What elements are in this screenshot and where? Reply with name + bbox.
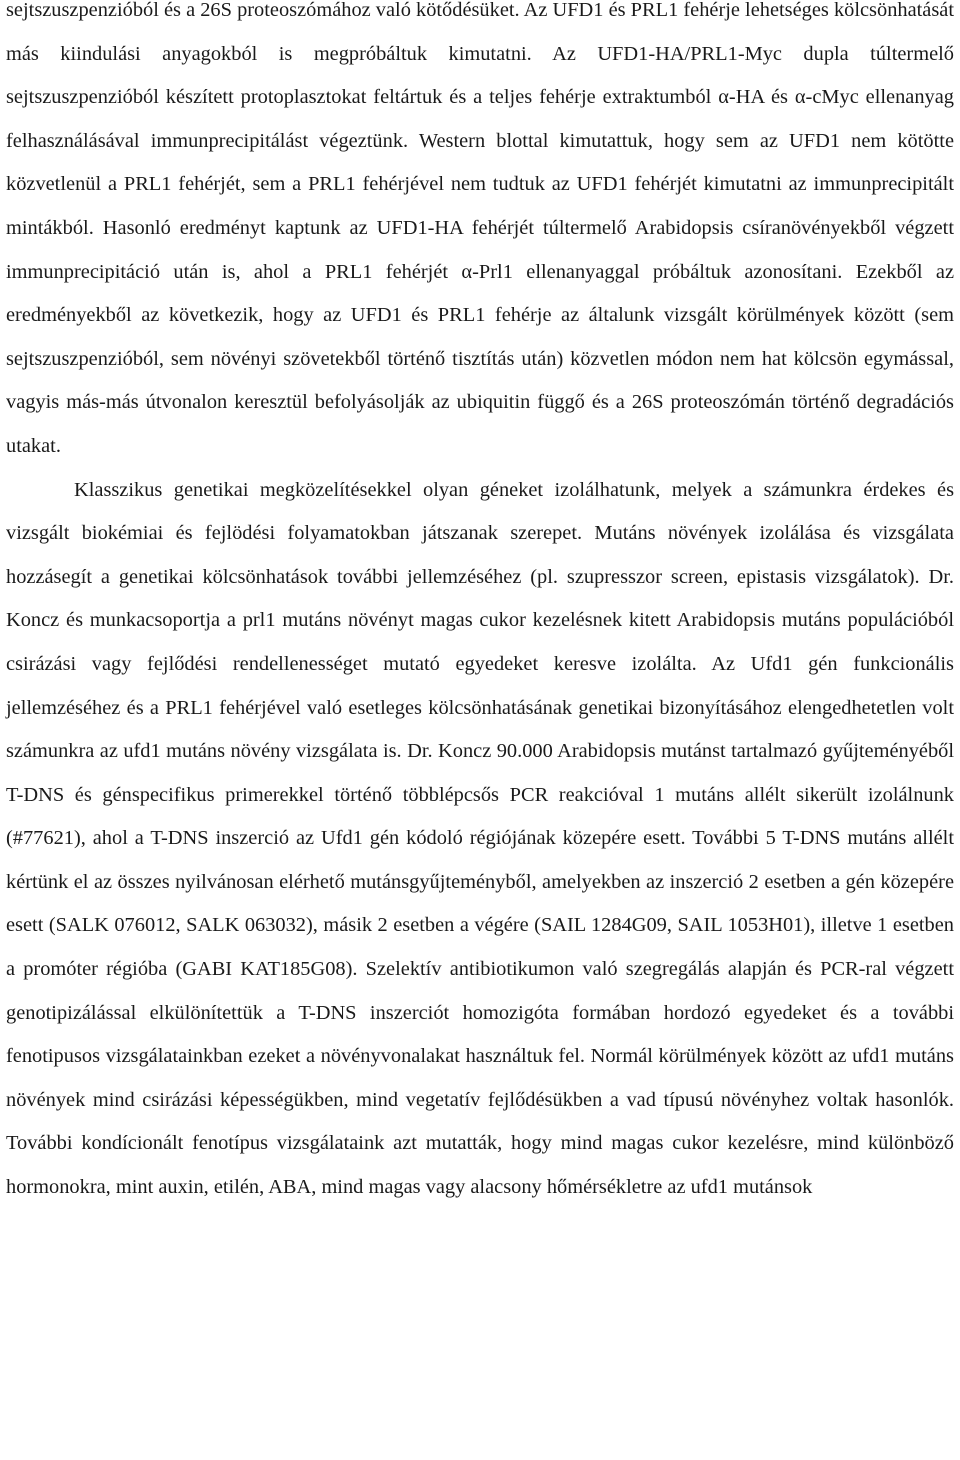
- paragraph-1: sejtszuszpenzióból és a 26S proteoszómához való kötődésüket. Az UFD1 és PRL1 fehérje lehetséges kölcsönhatását más kiindulási anyagokból is megpróbáltuk kimutatni. Az UFD1-HA/PRL1-Myc dupla túltermelő sejtszuszpenzióból készített protoplasztokat feltártuk és a teljes fehérje extraktumból α-HA és α-cMyc ellenanyag felhasználásával immunprecipitálást végeztünk. Western blottal kimutattuk, hogy sem az UFD1 nem kötötte közvetlenül a PRL1 fehérjét, sem a PRL1 fehérjével nem tudtuk az UFD1 fehérjét kimutatni az immunprecipitált mintákból. Hasonló eredményt kaptunk az UFD1-HA fehérjét túltermelő Arabidopsis csíranövényekből végzett immunprecipitáció után is, ahol a PRL1 fehérjét α-Prl1 ellenanyaggal próbáltuk azonosítani. Ezekből az eredményekből az következik, hogy az UFD1 és PRL1 fehérje az általunk vizsgált körülmények között (sem sejtszuszpenzióból, sem növényi szövetekből történő tisztítás után) közvetlen módon nem hat kölcsön egymással, vagyis más-más útvonalon keresztül befolyásolják az ubiquitin függő és a 26S proteoszómán történő degradációs utakat.: [6, 0, 954, 457]
- paragraph-2: Klasszikus genetikai megközelítésekkel olyan géneket izolálhatunk, melyek a számunkra érdekes és vizsgált biokémiai és fejlödési folyamatokban játszanak szerepet. Mutáns növények izolálása és vizsgálata hozzásegít a genetikai kölcsönhatások további jellemzéséhez (pl. szupresszor screen, epistasis vizsgálatok). Dr. Koncz és munkacsoportja a prl1 mutáns növényt magas cukor kezelésnek kitett Arabidopsis mutáns populációból csirázási vagy fejlődési rendellenességet mutató egyedeket keresve izolálta. Az Ufd1 gén funkcionális jellemzéséhez és a PRL1 fehérjével való esetleges kölcsönhatásának genetikai bizonyításához elengedhetetlen volt számunkra az ufd1 mutáns növény vizsgálata is. Dr. Koncz 90.000 Arabidopsis mutánst tartalmazó gyűjteményéből T-DNS és génspecifikus primerekkel történő többlépcsős PCR reakcióval 1 mutáns allélt sikerült izolálnunk (#77621), ahol a T-DNS inszerció az Ufd1 gén kódoló régiójának közepére esett. További 5 T-DNS mutáns allélt kértünk el az összes nyilvánosan elérhető mutánsgyűjteményből, amelyekben az inszerció 2 esetben a gén közepére esett (SALK 076012, SALK 063032), másik 2 esetben a végére (SAIL 1284G09, SAIL 1053H01), illetve 1 esetben a promóter régióba (GABI KAT185G08). Szelektív antibiotikumon való szegregálás alapján és PCR-ral végzett genotipizálással elkülönítettük a T-DNS inszerciót homozigóta formában hordozó egyedeket és a további fenotipusos vizsgálatainkban ezeket a növényvonalakat használtuk fel. Normál körülmények között az ufd1 mutáns növények mind csirázási képességükben, mind vegetatív fejlődésükben a vad típusú növényhez voltak hasonlók. További kondícionált fenotípus vizsgálataink azt mutatták, hogy mind magas cukor kezelésre, mind különböző hormonokra, mint auxin, etilén, ABA, mind magas vagy alacsony hőmérsékletre az ufd1 mutánsok: [6, 478, 954, 1199]
